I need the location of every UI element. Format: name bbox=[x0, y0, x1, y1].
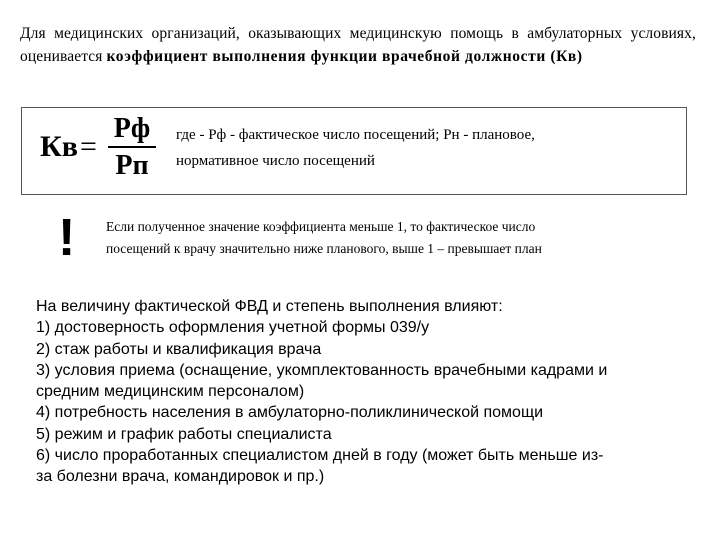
formula-description-line: нормативное число посещений bbox=[176, 153, 375, 169]
formula-denominator: Рп bbox=[115, 150, 149, 181]
factor-line: средним медицинским персоналом) bbox=[36, 383, 305, 401]
formula-box bbox=[21, 107, 687, 195]
factors-list bbox=[36, 296, 688, 488]
exclamation-icon: ! bbox=[58, 209, 76, 267]
fraction-bar bbox=[108, 146, 156, 148]
factor-line: 3) условия приема (оснащение, укомплектованность врачебными кадрами и bbox=[36, 361, 608, 379]
factor-line: 6) число проработанных специалистом дней в году (может быть меньше из- bbox=[36, 447, 604, 465]
note-text bbox=[106, 216, 646, 260]
formula-description-line: где - Рф - фактическое число посещений; Рн - плановое, bbox=[176, 127, 535, 143]
factor-line: 5) режим и график работы специалиста bbox=[36, 425, 332, 443]
intro-text: Для медицинских организаций, оказывающих медицинскую помощь в амбулаторных условиях, оценивается bbox=[20, 25, 696, 65]
formula-equals-sign: = bbox=[80, 130, 97, 163]
intro-paragraph bbox=[20, 22, 696, 68]
formula-numerator: Рф bbox=[113, 113, 151, 144]
factor-line: 4) потребность населения в амбулаторно-поликлинической помощи bbox=[36, 404, 544, 422]
factor-line: 1) достоверность оформления учетной формы 039/у bbox=[36, 319, 430, 337]
factor-line: 2) стаж работы и квалификация врача bbox=[36, 340, 322, 358]
formula-lhs: Кв bbox=[40, 130, 78, 163]
note-line: Если полученное значение коэффициента меньше 1, то фактическое число bbox=[106, 219, 536, 234]
formula-fraction bbox=[108, 112, 156, 183]
factors-heading: На величину фактической ФВД и степень выполнения влияют: bbox=[36, 298, 503, 315]
note-line: посещений к врачу значительно ниже планового, выше 1 – превышает план bbox=[106, 241, 542, 256]
formula-description bbox=[176, 122, 676, 174]
factor-line: за болезни врача, командировок и пр.) bbox=[36, 468, 325, 486]
intro-bold-term: коэффициент выполнения функции врачебной должности (Кв) bbox=[106, 48, 583, 65]
